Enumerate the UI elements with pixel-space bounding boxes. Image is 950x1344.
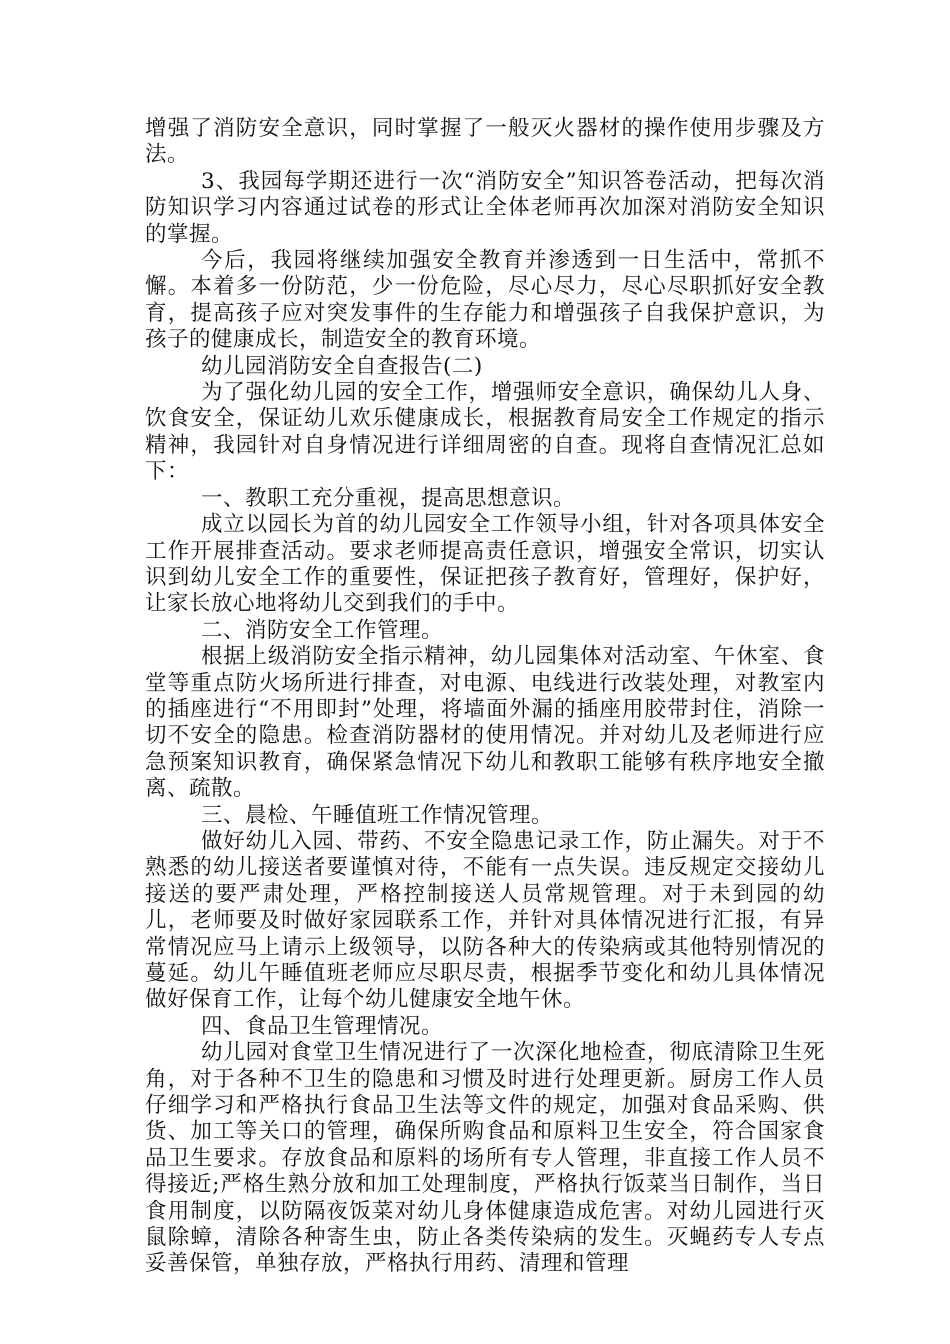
paragraph-leadership-group: 成立以园长为首的幼儿园安全工作领导小组，针对各项具体安全工作开展排查活动。要求老师提高责任意识，增强安全常识，切实认识到幼儿安全工作的重要性，保证把孩子教育好，管理好，保护好，让家长放心地将幼儿交到我们的手中。 xyxy=(145,512,825,617)
heading-fire-safety-management: 二、消防安全工作管理。 xyxy=(201,617,444,643)
paragraph-future-plans: 今后，我园将继续加强安全教育并渗透到一日生活中，常抓不懈。本着多一份防范，少一份危险，尽心尽力，尽心尽职抓好安全教育，提高孩子应对突发事件的生存能力和增强孩子自我保护意识，为孩子的健康成长，制造安全的教育环境。 xyxy=(145,248,825,353)
heading-morning-check-nap-duty: 三、晨检、午睡值班工作情况管理。 xyxy=(201,802,554,828)
section-title-report-two: 幼儿园消防安全自查报告(二) xyxy=(201,353,483,379)
paragraph-fire-inspection: 根据上级消防安全指示精神，幼儿园集体对活动室、午休室、食堂等重点防火场所进行排查，对电源、电线进行改装处理，对教室内的插座进行“不用即封”处理，将墙面外漏的插座用胶带封住，消除一切不安全的隐患。检查消防器材的使用情况。并对幼儿及老师进行应急预案知识教育，确保紧急情况下幼儿和教职工能够有秩序地安全撤离、疏散。 xyxy=(145,644,825,802)
heading-staff-awareness: 一、教职工充分重视，提高思想意识。 xyxy=(201,485,576,511)
heading-food-hygiene: 四、食品卫生管理情况。 xyxy=(201,1013,444,1039)
paragraph-quiz-activity: 3、我园每学期还进行一次“消防安全”知识答卷活动，把每次消防知识学习内容通过试卷的形式让全体老师再次加深对消防安全知识的掌握。 xyxy=(145,168,825,247)
paragraph-fire-awareness: 增强了消防安全意识，同时掌握了一般灭火器材的操作使用步骤及方法。 xyxy=(145,116,825,168)
paragraph-report-intro: 为了强化幼儿园的安全工作，增强师安全意识，确保幼儿人身、饮食安全，保证幼儿欢乐健康成长，根据教育局安全工作规定的指示精神，我园针对自身情况进行详细周密的自查。现将自查情况汇总如下： xyxy=(145,380,825,485)
document-body xyxy=(145,116,825,1278)
paragraph-arrival-records: 做好幼儿入园、带药、不安全隐患记录工作，防止漏失。对于不熟悉的幼儿接送者要谨慎对待，不能有一点失误。违反规定交接幼儿接送的要严肃处理，严格控制接送人员常规管理。对于未到园的幼儿，老师要及时做好家园联系工作，并针对具体情况进行汇报，有异常情况应马上请示上级领导，以防各种大的传染病或其他特别情况的蔓延。幼儿午睡值班老师应尽职尽责，根据季节变化和幼儿具体情况做好保育工作，让每个幼儿健康安全地午休。 xyxy=(145,828,825,1013)
paragraph-kitchen-inspection: 幼儿园对食堂卫生情况进行了一次深化地检查，彻底清除卫生死角，对于各种不卫生的隐患和习惯及时进行处理更新。厨房工作人员仔细学习和严格执行食品卫生法等文件的规定，加强对食品采购、供货、加工等关口的管理，确保所购食品和原料卫生安全，符合国家食品卫生要求。存放食品和原料的场所有专人管理，非直接工作人员不得接近;严格生熟分放和加工处理制度，严格执行饭菜当日制作，当日食用制度，以防隔夜饭菜对幼儿身体健康造成危害。对幼儿园进行灭鼠除蟑，清除各种寄生虫，防止各类传染病的发生。灭蝇药专人专点妥善保管，单独存放，严格执行用药、清理和管理 xyxy=(145,1040,825,1277)
